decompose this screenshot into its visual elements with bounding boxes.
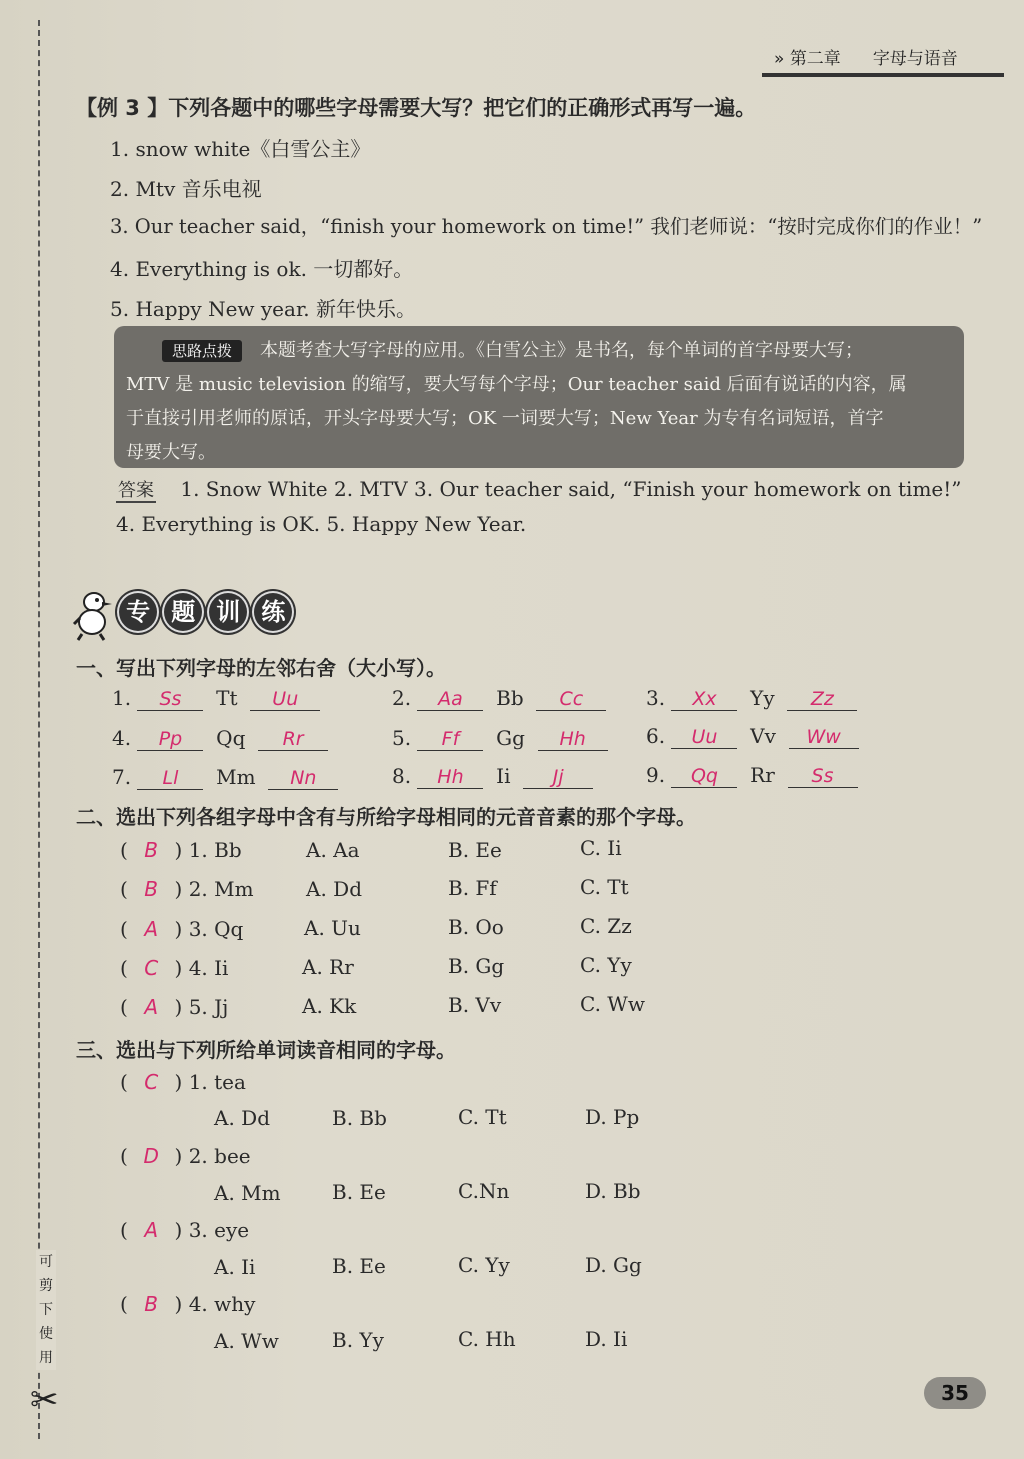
answer-blank: Uu	[250, 688, 320, 711]
section2-title: 二、选出下列各组字母中含有与所给字母相同的元音音素的那个字母。	[76, 805, 696, 829]
choice-item: ( B ) 1. Bb	[120, 838, 242, 862]
choice-item: ( C ) 1. tea	[120, 1070, 246, 1094]
example-item: 4. Everything is ok. 一切都好。	[110, 257, 414, 281]
answer-blank: Ll	[137, 767, 203, 790]
workbook-page: 可 剪 下 使 用 ✂ » 第二章 字母与语音 【例 3 】下列各题中的哪些字母需要大写？把它们的正确形式再写一遍。 1. snow white《白雪公主》 2. Mtv 音乐电视 3. Our teacher said，“finish your homework on time!” 我们老师说：“按时完成你们的作业！” 4. Everything is ok. 一切都好。 5. Happy New year. 新年快乐。 思路点拨 本题考查大写字母的应用。《白雪公主》是书名，每个单词的首字母要大写； MTV 是 music television 的缩写，要大写每个字母；Our teacher said 后面有说话的内容，属 于直接引用老师的原话，开头字母要大写；OK 一词要大写；New Year 为专有名词短语，首字 母要大写。 答案 1. Snow White 2. MTV 3. Our teacher said, “Finish your homework on time!” 4. Everything is OK. 5. Happy New Year. 专 题 训 练 一、写出下列字母的左邻右舍（大小写）。 1. Ss Tt Uu 2. Aa Bb Cc 3. Xx Yy Zz 4. Pp Qq Rr 5. Ff Gg Hh 6. Uu Vv Ww 7. Ll Mm Nn 8. Hh Ii Jj 9. Qq Rr Ss 二、选出下列各组字母中含有与所给字母相同的元音音素的那个字母。 ( B ) 1. Bb A. Aa B. Ee C. Ii ( B ) 2. Mm A. Dd B. Ff C. Tt ( A ) 3. Qq A. Uu B. Oo C. Zz ( C ) 4. Ii A. Rr B. Gg C. Yy ( A ) 5. Jj A. Kk B. Vv C. Ww 三、选出与下列所给单词读音相同的字母。 ( C ) 1. tea A. Dd B. Bb C. Tt D. Pp ( D ) 2. bee A. Mm B. Ee C.Nn D. Bb ( A ) 3. eye A. Ii B. Ee C. Yy D. Gg ( B ) 4. why A. Ww B. Yy C. Hh D. Ii 35	[0, 0, 1024, 1459]
choice-item: ( A ) 3. eye	[120, 1218, 250, 1242]
letter-item: 6. Uu Vv Ww	[646, 724, 859, 749]
duck-mascot-icon	[72, 588, 114, 642]
banner-char: 练	[254, 593, 292, 631]
example-item: 3. Our teacher said，“finish your homework on time!” 我们老师说：“按时完成你们的作业！”	[110, 215, 983, 238]
section-banner	[72, 588, 294, 642]
answer-blank: Hh	[417, 766, 483, 789]
choice-item: ( A ) 5. Jj	[120, 995, 229, 1019]
answer-blank: Rr	[258, 728, 328, 751]
answer-blank: Ss	[137, 688, 203, 711]
answer-blank: Ss	[788, 765, 858, 788]
example-item: 2. Mtv 音乐电视	[110, 177, 262, 201]
answer-blank: Zz	[787, 688, 857, 711]
answer-line: 答案 1. Snow White 2. MTV 3. Our teacher said, “Finish your homework on time!”	[118, 477, 962, 501]
letter-item: 8. Hh Ii Jj	[392, 764, 593, 789]
answer-blank: Nn	[268, 767, 338, 790]
section1-title: 一、写出下列字母的左邻右舍（大小写）。	[76, 656, 446, 680]
chapter-header	[762, 42, 1004, 77]
choice-item: ( B ) 4. why	[120, 1292, 256, 1316]
letter-item: 2. Aa Bb Cc	[392, 686, 606, 711]
banner-char: 专	[119, 593, 157, 631]
letter-item: 1. Ss Tt Uu	[112, 686, 320, 711]
example-item: 1. snow white《白雪公主》	[110, 137, 371, 161]
example-title: 【例 3 】下列各题中的哪些字母需要大写？把它们的正确形式再写一遍。	[76, 96, 757, 120]
answer-blank: Cc	[536, 688, 606, 711]
answer-label: 答案	[118, 480, 154, 501]
answer-line: 4. Everything is OK. 5. Happy New Year.	[116, 512, 527, 536]
example-item: 5. Happy New year. 新年快乐。	[110, 297, 417, 321]
letter-item: 9. Qq Rr Ss	[646, 763, 858, 788]
banner-char: 训	[209, 593, 247, 631]
letter-item: 7. Ll Mm Nn	[112, 765, 338, 790]
answer-blank: Ww	[789, 726, 859, 749]
letter-item: 4. Pp Qq Rr	[112, 726, 328, 751]
answer-blank: Aa	[417, 688, 483, 711]
choice-item: ( C ) 4. Ii	[120, 956, 229, 980]
answer-blank: Xx	[671, 688, 737, 711]
section3-title: 三、选出与下列所给单词读音相同的字母。	[76, 1038, 456, 1062]
answer-blank: Pp	[137, 728, 203, 751]
choice-item: ( B ) 2. Mm	[120, 877, 254, 901]
banner-char: 题	[164, 593, 202, 631]
chapter-label: 第二章	[789, 49, 841, 69]
double-chevron-icon: »	[774, 49, 785, 69]
answer-blank: Ff	[417, 728, 483, 751]
page-number: 35	[924, 1377, 986, 1409]
cut-note: 可 剪 下 使 用	[36, 1250, 56, 1370]
answer-blank: Jj	[523, 766, 593, 789]
cut-line	[38, 20, 40, 1439]
letter-item: 3. Xx Yy Zz	[646, 686, 857, 711]
answer-blank: Uu	[671, 726, 737, 749]
choice-item: ( D ) 2. bee	[120, 1144, 251, 1168]
answer-blank: Hh	[538, 728, 608, 751]
scissors-icon: ✂	[30, 1380, 59, 1420]
hint-label: 思路点拨	[162, 340, 242, 362]
letter-item: 5. Ff Gg Hh	[392, 726, 608, 751]
hint-box: 思路点拨 本题考查大写字母的应用。《白雪公主》是书名，每个单词的首字母要大写； MTV 是 music television 的缩写，要大写每个字母；Our teacher said 后面有说话的内容，属 于直接引用老师的原话，开头字母要大写；OK 一词要大写；New Year 为专有名词短语，首字 母要大写。	[114, 326, 964, 468]
chapter-topic: 字母与语音	[872, 49, 958, 69]
answer-blank: Qq	[671, 765, 737, 788]
choice-item: ( A ) 3. Qq	[120, 917, 244, 941]
